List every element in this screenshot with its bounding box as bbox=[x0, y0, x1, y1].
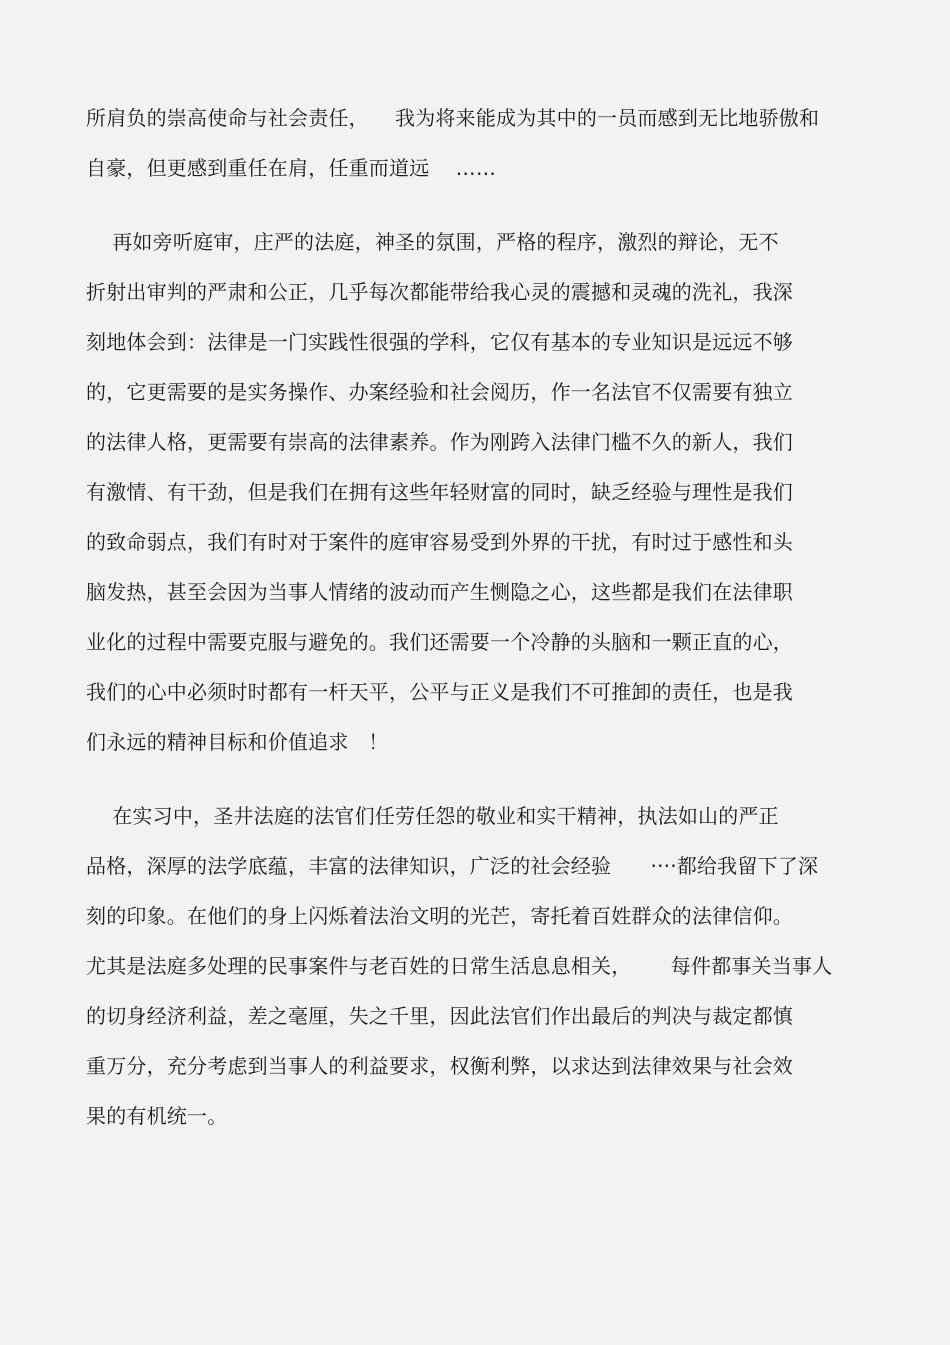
text-line: 品格，深厚的法学底蕴，丰富的法律知识，广泛的社会经验 ····都给我留下了深 bbox=[86, 854, 819, 878]
text-line: 刻地体会到：法律是一门实践性很强的学科，它仅有基本的专业知识是远远不够 bbox=[86, 330, 793, 354]
text-line: 自豪，但更感到重任在肩，任重而道远 …… bbox=[86, 156, 497, 180]
text-line: 业化的过程中需要克服与避免的。我们还需要一个冷静的头脑和一颗正直的心， bbox=[86, 630, 793, 654]
text-line: 重万分，充分考虑到当事人的利益要求，权衡利弊，以求达到法律效果与社会效 bbox=[86, 1054, 793, 1078]
text-line: 有激情、有干劲，但是我们在拥有这些年轻财富的同时，缺乏经验与理性是我们 bbox=[86, 480, 793, 504]
text-line: 再如旁听庭审，庄严的法庭，神圣的氛围，严格的程序，激烈的辩论，无不 bbox=[86, 230, 779, 254]
text-line: 的致命弱点，我们有时对于案件的庭审容易受到外界的干扰，有时过于感性和头 bbox=[86, 530, 793, 554]
text-line: 的，它更需要的是实务操作、办案经验和社会阅历，作一名法官不仅需要有独立 bbox=[86, 380, 793, 404]
text-line: 在实习中，圣井法庭的法官们任劳任怨的敬业和实干精神，执法如山的严正 bbox=[86, 804, 779, 828]
text-line: 我们的心中必须时时都有一杆天平，公平与正义是我们不可推卸的责任，也是我 bbox=[86, 680, 793, 704]
text-line: 们永远的精神目标和价值追求 ！ bbox=[86, 730, 389, 754]
text-line: 脑发热，甚至会因为当事人情绪的波动而产生恻隐之心，这些都是我们在法律职 bbox=[86, 580, 793, 604]
text-line: 的切身经济利益，差之毫厘，失之千里，因此法官们作出最后的判决与裁定都慎 bbox=[86, 1004, 793, 1028]
text-line: 尤其是法庭多处理的民事案件与老百姓的日常生活息息相关， 每件都事关当事人 bbox=[86, 954, 833, 978]
text-line: 刻的印象。在他们的身上闪烁着法治文明的光芒，寄托着百姓群众的法律信仰。 bbox=[86, 904, 793, 928]
text-line: 果的有机统一。 bbox=[86, 1104, 228, 1128]
text-line: 所肩负的崇高使命与社会责任， 我为将来能成为其中的一员而感到无比地骄傲和 bbox=[86, 106, 820, 130]
text-line: 折射出审判的严肃和公正，几乎每次都能带给我心灵的震撼和灵魂的洗礼，我深 bbox=[86, 280, 793, 304]
text-line: 的法律人格，更需要有崇高的法律素养。作为刚跨入法律门槛不久的新人，我们 bbox=[86, 430, 793, 454]
